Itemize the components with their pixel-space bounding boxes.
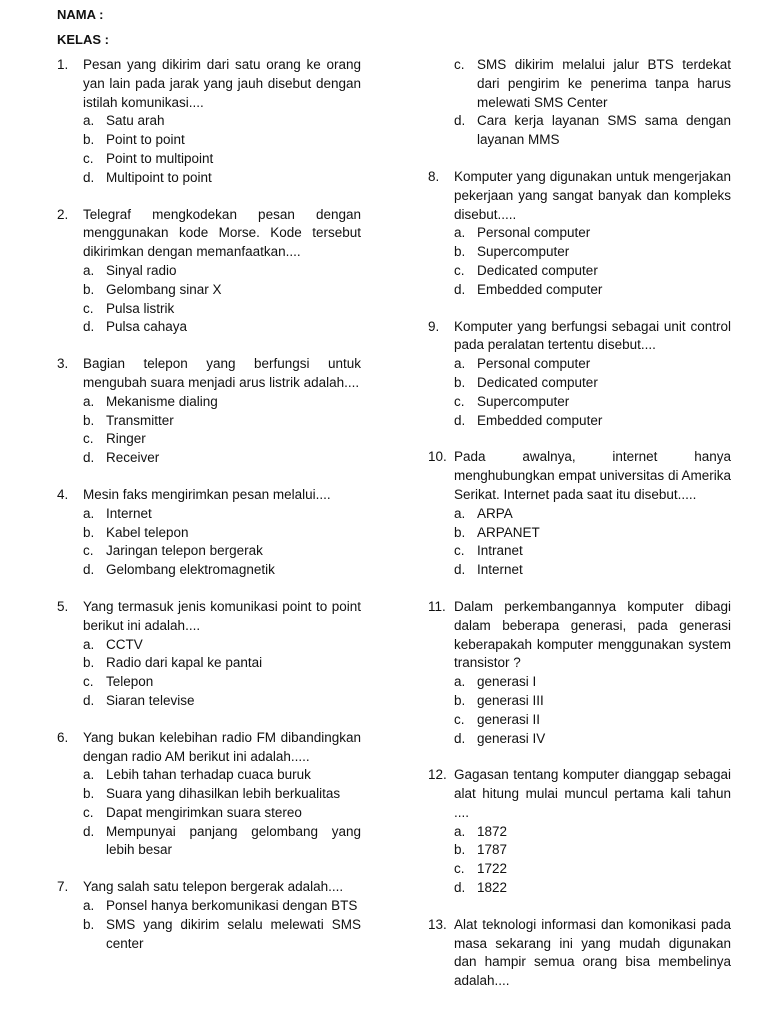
question-6 [57, 729, 361, 861]
answer-option [454, 281, 731, 300]
answer-option [454, 692, 731, 711]
answer-option [83, 636, 361, 655]
answer-option [83, 318, 361, 337]
answer-option [83, 542, 361, 561]
answer-option [454, 561, 731, 580]
option-text: Siaran televise [106, 692, 195, 708]
question-number: 2. [57, 206, 69, 222]
option-letter: d. [83, 692, 95, 708]
question-12 [428, 766, 731, 898]
option-letter: d. [83, 169, 95, 185]
option-letter: a. [83, 393, 95, 409]
question-number: 13. [428, 916, 447, 932]
question-body [454, 766, 731, 898]
option-letter: c. [83, 431, 94, 447]
answer-option [454, 711, 731, 730]
option-letter: c. [83, 804, 94, 820]
option-text: Transmitter [106, 412, 174, 428]
question-text: Pada awalnya, internet hanya menghubungkan empat universitas di Amerika Serikat. Internet pada saat itu disebut..... [454, 449, 731, 502]
question-number: 8. [428, 168, 440, 184]
option-text: Embedded computer [477, 281, 603, 297]
option-letter: c. [454, 711, 465, 727]
left-column [57, 56, 361, 971]
option-text: Personal computer [477, 225, 591, 241]
question-text: Mesin faks mengirimkan pesan melalui.... [83, 486, 331, 502]
answer-option [83, 449, 361, 468]
answer-option [83, 654, 361, 673]
option-d [454, 112, 731, 150]
answer-option [83, 262, 361, 281]
option-letter: d. [454, 562, 466, 578]
option-letter: b. [83, 524, 95, 540]
question-4 [57, 486, 361, 580]
option-letter: a. [83, 505, 95, 521]
question-number: 5. [57, 598, 69, 614]
option-letter: b. [454, 842, 466, 858]
option-text: Telepon [106, 674, 154, 690]
right-column [428, 56, 731, 1009]
option-text: Receiver [106, 450, 160, 466]
question-number: 11. [428, 598, 446, 614]
answer-option [454, 542, 731, 561]
answer-option [454, 505, 731, 524]
option-letter: c. [454, 393, 465, 409]
option-c [454, 56, 731, 112]
answer-option [454, 355, 731, 374]
option-letter: c. [83, 674, 94, 690]
question-body [83, 355, 361, 468]
option-letter: d. [83, 319, 95, 335]
option-text: 1722 [477, 861, 508, 877]
answer-option [454, 730, 731, 749]
answer-option [454, 673, 731, 692]
answer-option [83, 561, 361, 580]
answer-option [454, 243, 731, 262]
question-number: 12. [428, 767, 447, 783]
option-text: SMS dikirim melalui jalur BTS terdekat dari pengirim ke penerima tanpa harus melewati SMS Center [477, 57, 731, 110]
option-letter: d. [83, 562, 95, 578]
answer-option [454, 860, 731, 879]
option-text: 1822 [477, 880, 508, 896]
option-text: Point to point [106, 132, 185, 148]
question-2 [57, 206, 361, 338]
answer-option [83, 785, 361, 804]
option-text: Mekanisme dialing [106, 393, 218, 409]
option-letter: a. [454, 823, 466, 839]
answer-option [83, 393, 361, 412]
question-5 [57, 598, 361, 711]
question-body [454, 318, 731, 431]
question-text: Telegraf mengkodekan pesan dengan menggunakan kode Morse. Kode tersebut dikirimkan dengan memanfaatkan.... [83, 206, 361, 260]
option-letter: b. [83, 281, 95, 297]
option-text: 1787 [477, 842, 508, 858]
option-text: ARPA [477, 505, 513, 521]
answer-option [454, 524, 731, 543]
question-text: Yang termasuk jenis komunikasi point to point berikut ini adalah.... [83, 598, 361, 633]
option-letter: a. [454, 356, 466, 372]
question-number: 4. [57, 486, 69, 502]
question-body [83, 729, 361, 861]
answer-option [454, 262, 731, 281]
question-8 [428, 168, 731, 300]
option-text: Supercomputer [477, 244, 570, 260]
question-number: 10. [428, 449, 447, 465]
option-letter: b. [83, 786, 95, 802]
question-body [83, 206, 361, 338]
option-text: CCTV [106, 636, 143, 652]
option-letter: d. [83, 450, 95, 466]
answer-option [83, 112, 361, 131]
answer-option [83, 131, 361, 150]
option-text: Radio dari kapal ke pantai [106, 655, 263, 671]
nama-label: NAMA : [57, 7, 104, 22]
option-text: Dapat mengirimkan suara stereo [106, 804, 302, 820]
question-body [83, 878, 361, 953]
answer-option [454, 823, 731, 842]
option-text: Multipoint to point [106, 169, 212, 185]
question-13 [428, 916, 731, 991]
option-letter: d. [454, 412, 466, 428]
question-text: Dalam perkembangannya komputer dibagi dalam beberapa generasi, pada generasi keberapakah komputer menggunakan system transistor ? [454, 598, 731, 671]
option-letter: b. [83, 916, 95, 932]
answer-option [83, 169, 361, 188]
answer-option [83, 505, 361, 524]
option-letter: c. [83, 150, 94, 166]
option-letter: c. [454, 57, 465, 72]
question-text: Yang bukan kelebihan radio FM dibandingkan dengan radio AM berikut ini adalah..... [83, 729, 361, 764]
answer-option [83, 524, 361, 543]
option-letter: d. [454, 113, 466, 129]
question-text: Alat teknologi informasi dan komonikasi pada masa sekarang ini yang mudah digunakan dan hampir semua orang bisa membelinya adalah.... [454, 916, 731, 989]
answer-option [83, 692, 361, 711]
question-body [454, 916, 731, 991]
question-body [83, 486, 361, 580]
option-text: Pulsa listrik [106, 300, 175, 316]
option-text: Gelombang elektromagnetik [106, 562, 275, 578]
option-text: Cara kerja layanan SMS sama dengan layanan MMS [477, 113, 731, 148]
question-body [454, 598, 731, 748]
option-text: Internet [477, 562, 523, 578]
option-text: Intranet [477, 543, 523, 559]
answer-option [454, 374, 731, 393]
answer-option [454, 879, 731, 898]
option-text: Sinyal radio [106, 262, 177, 278]
option-letter: d. [454, 281, 466, 297]
option-text: Internet [106, 505, 152, 521]
answer-option [454, 224, 731, 243]
option-text: Personal computer [477, 356, 591, 372]
option-text: Mempunyai panjang gelombang yang lebih besar [106, 823, 361, 858]
option-letter: b. [83, 412, 95, 428]
option-text: Point to multipoint [106, 150, 214, 166]
option-letter: a. [83, 262, 95, 278]
question-7 [57, 878, 361, 953]
option-letter: c. [454, 861, 465, 877]
answer-option [83, 804, 361, 823]
option-text: Kabel telepon [106, 524, 189, 540]
option-letter: a. [454, 225, 466, 241]
question-3 [57, 355, 361, 468]
question-number: 1. [57, 57, 69, 72]
option-text: Ringer [106, 431, 146, 447]
option-letter: b. [454, 524, 466, 540]
option-letter: b. [83, 132, 95, 148]
answer-option [83, 916, 361, 954]
question-text: Bagian telepon yang berfungsi untuk mengubah suara menjadi arus listrik adalah.... [83, 356, 361, 390]
option-letter: b. [454, 692, 466, 708]
option-letter: b. [454, 374, 466, 390]
option-text: Satu arah [106, 113, 165, 129]
answer-option [83, 673, 361, 692]
option-text: generasi IV [477, 730, 546, 746]
option-text: 1872 [477, 823, 508, 839]
answer-option [83, 897, 361, 916]
option-letter: c. [83, 543, 94, 559]
question-text: Gagasan tentang komputer dianggap sebagai alat hitung mulai muncul pertama kali tahun .... [454, 767, 731, 820]
question-number: 6. [57, 729, 69, 745]
answer-option [454, 841, 731, 860]
option-text: Embedded computer [477, 412, 603, 428]
option-text: Dedicated computer [477, 262, 598, 278]
option-letter: a. [83, 767, 95, 783]
option-letter: c. [83, 300, 94, 316]
option-text: ARPANET [477, 524, 540, 540]
question-body [454, 448, 731, 580]
answer-option [83, 300, 361, 319]
option-text: Suara yang dihasilkan lebih berkualitas [106, 786, 341, 802]
option-text: generasi III [477, 692, 544, 708]
option-text: Supercomputer [477, 393, 570, 409]
option-letter: b. [83, 655, 95, 671]
option-text: generasi I [477, 674, 537, 690]
option-letter: b. [454, 244, 466, 260]
question-number: 9. [428, 318, 440, 334]
option-letter: a. [83, 113, 95, 129]
option-text: Ponsel hanya berkomunikasi dengan BTS [106, 898, 358, 914]
question-1 [57, 56, 361, 188]
answer-option [454, 393, 731, 412]
question-7-continued [454, 56, 731, 150]
answer-option [83, 823, 361, 861]
option-text: SMS yang dikirim selalu melewati SMS center [106, 916, 361, 951]
question-text: Komputer yang digunakan untuk mengerjakan pekerjaan yang sangat banyak dan kompleks disebut..... [454, 168, 731, 222]
kelas-label: KELAS : [57, 32, 109, 47]
answer-option [83, 766, 361, 785]
option-letter: a. [83, 636, 95, 652]
answer-option [83, 430, 361, 449]
option-text: Gelombang sinar X [106, 281, 222, 297]
question-text: Komputer yang berfungsi sebagai unit control pada peralatan tertentu disebut.... [454, 318, 731, 353]
answer-option [83, 412, 361, 431]
question-body [83, 598, 361, 711]
question-body [454, 168, 731, 300]
option-letter: a. [454, 674, 466, 690]
question-number: 7. [57, 879, 69, 895]
question-10 [428, 448, 731, 580]
option-text: Dedicated computer [477, 374, 598, 390]
question-text: Pesan yang dikirim dari satu orang ke orang yan lain pada jarak yang jauh disebut dengan istilah komunikasi.... [83, 57, 361, 110]
option-letter: d. [454, 730, 466, 746]
option-letter: a. [454, 505, 466, 521]
question-number: 3. [57, 356, 69, 372]
option-letter: d. [454, 880, 466, 896]
option-text: Pulsa cahaya [106, 319, 188, 335]
question-body [83, 56, 361, 188]
option-letter: a. [83, 898, 95, 914]
question-9 [428, 318, 731, 431]
question-text: Yang salah satu telepon bergerak adalah.... [83, 879, 344, 895]
option-letter: c. [454, 543, 465, 559]
option-text: generasi II [477, 711, 541, 727]
answer-option [83, 281, 361, 300]
option-letter: c. [454, 262, 465, 278]
option-text: Lebih tahan terhadap cuaca buruk [106, 767, 311, 783]
option-letter: d. [83, 823, 95, 839]
answer-option [83, 150, 361, 169]
answer-option [454, 412, 731, 431]
option-text: Jaringan telepon bergerak [106, 543, 263, 559]
question-11 [428, 598, 731, 748]
